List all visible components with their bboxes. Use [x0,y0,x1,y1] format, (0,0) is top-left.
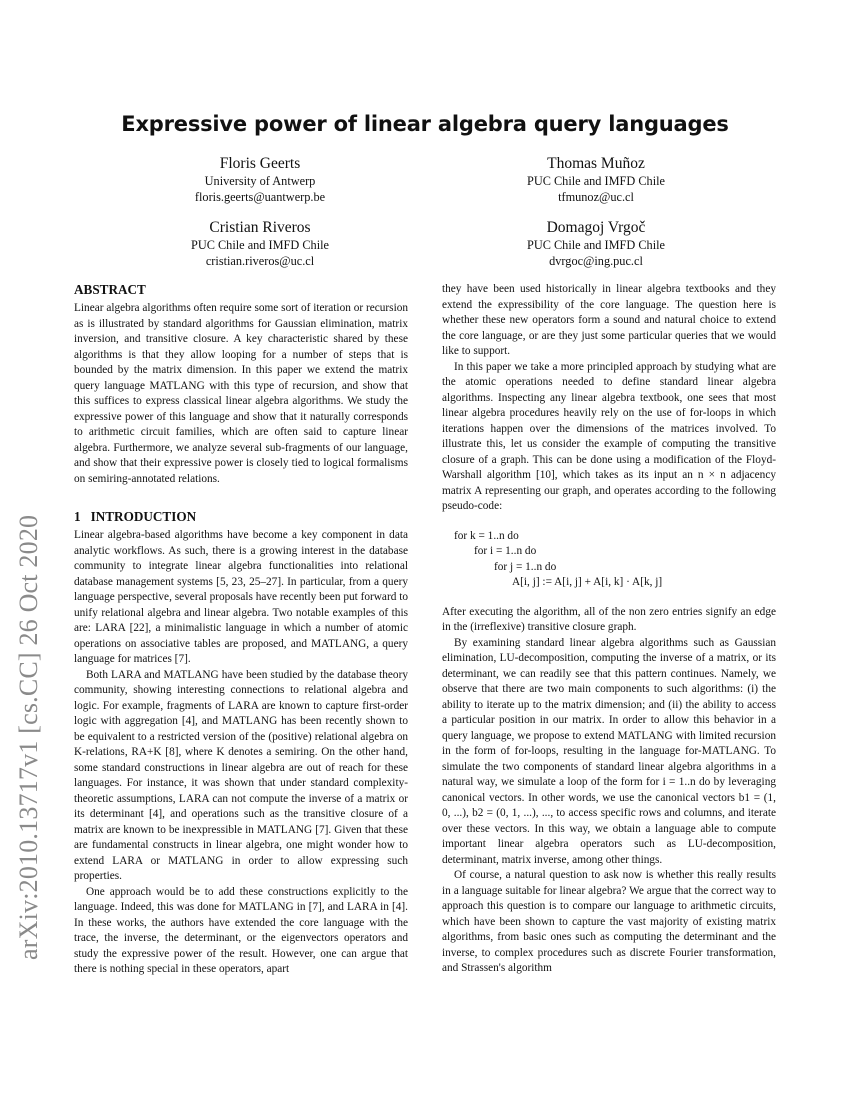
author-name: Floris Geerts [219,155,301,172]
author-email: floris.geerts@uantwerp.be [194,189,326,204]
paragraph: Linear algebra-based algorithms have become a key component in data analytic workflows. As such, there is a growing interest in the database community to integrate linear algebra functionalities into relational database management systems [5, 23, 25–27]. In particular, from a query language perspective, several proposals have recently been put forward to unify relational algebra and linear algebra. Two notable examples of this are: LARA [22], a minimalistic language in which a number of atomic operations on associative tables are proposed, and MATLANG, a query language for matrices [7]. [74,529,408,665]
pseudocode-line: for k = 1..n do [454,529,519,542]
right-column [442,282,776,977]
author-email: tfmunoz@uc.cl [558,189,634,204]
paragraph: Both LARA and MATLANG have been studied by the database theory community, showing interesting connections to relational algebra and logic. For example, fragments of LARA are known to capture first-order logic with aggregation [4], and MATLANG has been recently shown to be equivalent to a restricted version of the (positive) relational algebra on K-relations, RA+K [8], where K denotes a semiring. On the other hand, some standard constructions in linear algebra are out of reach for these languages. For instance, it was shown that under standard complexity-theoretic assumptions, LARA can not compute the inverse of a matrix or its determinant [4], and operations such as the transitive closure of a matrix are known to be inexpressible in MATLANG [7]. Given that these are fundamental constructs in linear algebra, one might wonder how to extend LARA or MATLANG in order to allow expressing such properties. [74,668,408,882]
paragraph: they have been used historically in linear algebra textbooks and they extend the expressibility of the core language. The question here is whether these new operators form a sound and natural choice to extend the core language, or are they just some particular queries that we would like to support. [442,283,776,357]
author-name: Cristian Riveros [209,219,311,236]
author-affiliation: PUC Chile and IMFD Chile [190,238,329,252]
author-block [446,154,746,205]
abstract-heading: ABSTRACT [74,282,146,297]
paragraph: Of course, a natural question to ask now is whether this really results in a language suitable for linear algebra? We argue that the correct way to approach this question is to compare our language to arithmetic circuits, which have been shown to capture the vast majority of existing matrix algorithms, from basic ones such as computing the determinant and the inverse, to complex procedures such as discrete Fourier transformation, and Strassen's algorithm [442,869,776,974]
author-name: Domagoj Vrgoč [546,219,646,236]
section-number: 1 [74,509,81,524]
pseudocode-line: for j = 1..n do [494,560,557,573]
paragraph: One approach would be to add these constructions explicitly to the language. Indeed, this was done for MATLANG in [7], and LARA in [4]. In these works, the authors have extended the core language with the trace, the inverse, the determinant, or the eigenvectors operators and study the expressive power of the result. However, one can argue that there is nothing special in these operators, apart [74,885,408,975]
author-affiliation: PUC Chile and IMFD Chile [526,174,665,188]
pseudocode-line: A[i, j] := A[i, j] + A[i, k] · A[k, j] [512,576,663,588]
paragraph: After executing the algorithm, all of the non zero entries signify an edge in the (irreflexive) transitive closure graph. [442,605,776,633]
abstract-text: Linear algebra algorithms often require some sort of iteration or recursion as is illustrated by standard algorithms for Gaussian elimination, matrix inversion, and transitive closure. A key characteristic shared by these algorithms is that they allow looping for a number of steps that is bounded by the matrix dimension. In this paper we extend the matrix query language MATLANG with this type of recursion, and show that this suffices to express classical linear algebra algorithms. We study the expressive power of this language and show that it naturally corresponds to arithmetic circuit families, which are often said to capture linear algebra. Furthermore, we analyze several sub-fragments of our language, and show that their expressive power is closely tied to logical formalisms on semiring-annotated relations. [74,302,408,485]
paragraph: In this paper we take a more principled approach by studying what are the atomic operations needed to define standard linear algebra algorithms. Inspecting any linear algebra textbook, one sees that most linear algebra procedures heavily rely on the use of for-loops in which iterations happen over the dimensions of the matrices involved. To illustrate this, let us consider the example of computing the transitive closure of a graph. This can be done using a modification of the Floyd-Warshall algorithm [10], which takes as its input an n × n adjacency matrix A representing our graph, and operates according to the following pseudo-code: [442,360,776,512]
pseudocode-block [454,529,776,591]
author-name: Thomas Muñoz [547,155,645,172]
author-affiliation: PUC Chile and IMFD Chile [526,238,665,252]
paper-title: Expressive power of linear algebra query languages [121,112,729,136]
section-title: INTRODUCTION [90,509,197,524]
author-email: cristian.riveros@uc.cl [205,253,315,268]
author-affiliation: University of Antwerp [204,174,316,188]
section-heading [74,509,408,525]
pseudocode-line: for i = 1..n do [474,545,537,557]
paragraph: By examining standard linear algebra algorithms such as Gaussian elimination, LU-decomposition, computing the inverse of a matrix, or its determinant, we can readily see that this pattern continues. Namely, we observe that there are two main components to such algorithms: (i) the ability to iterate up to the matrix dimension; and (ii) the ability to access a particular position in our matrix. In order to allow this behavior in a query language, we propose to extend MATLANG with limited recursion in the form of for-loops, resulting in the language for-MATLANG. To simulate the two components of standard linear algebra algorithms in a natural way, we simulate a loop of the form for i = 1..n do by leveraging canonical vectors. In other words, we use the canonical vectors b1 = (1, 0, ...), b2 = (0, 1, ...), ..., to access specific rows and columns, and iterate over these vectors. In this way, we obtain a language able to compute important linear algebra operators such as LU-decomposition, determinant, matrix inverse, among other things. [442,636,776,866]
left-column [74,282,408,978]
arxiv-stamp: arXiv:2010.13717v1 [cs.CC] 26 Oct 2020 [14,514,43,960]
author-block [110,218,410,269]
author-block [110,154,410,205]
author-block [446,218,746,269]
author-email: dvrgoc@ing.puc.cl [549,253,643,268]
